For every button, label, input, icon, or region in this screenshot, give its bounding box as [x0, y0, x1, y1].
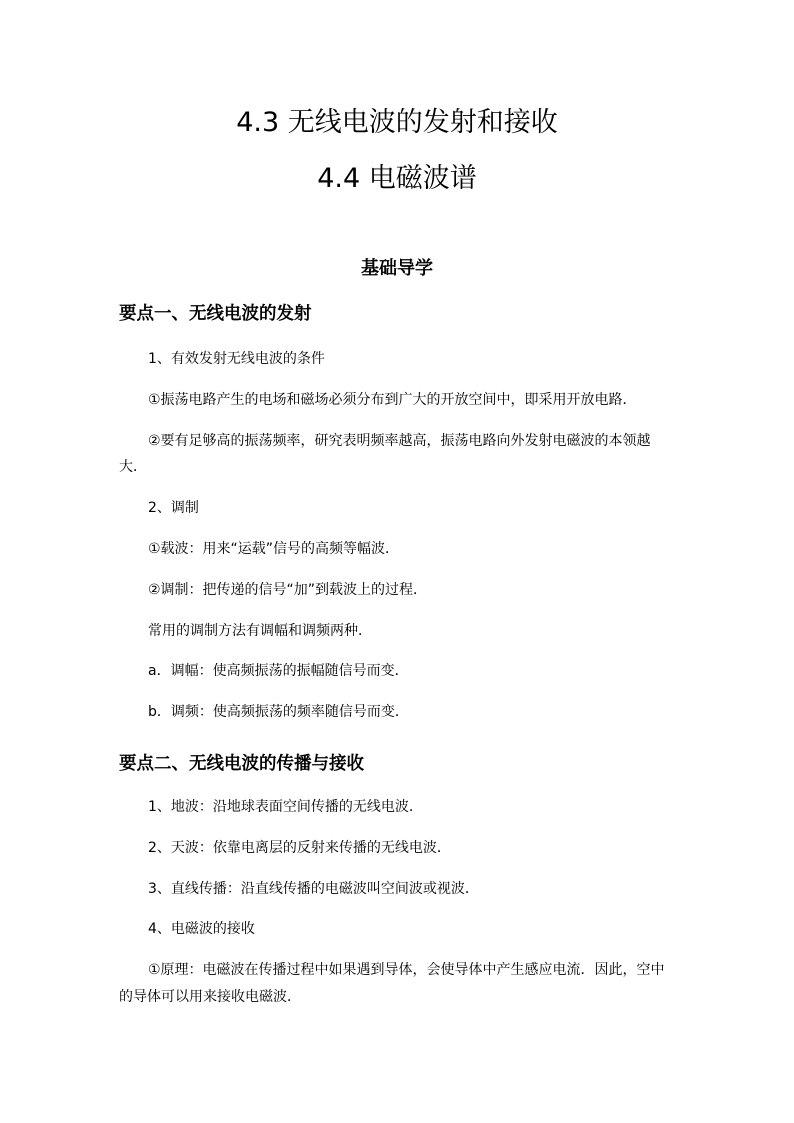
paragraph-continuation: 的导体可以用来接收电磁波．: [119, 989, 301, 1005]
paragraph: ①振荡电路产生的电场和磁场必须分布到广大的开放空间中，即采用开放电路．: [148, 392, 637, 408]
paragraph: 1、地波：沿地球表面空间传播的无线电波．: [148, 799, 423, 815]
paragraph: ①载波：用来“运载”信号的高频等幅波．: [148, 541, 400, 557]
paragraph: a．调幅：使高频振荡的振幅随信号而变．: [148, 663, 409, 679]
paragraph: ②调制：把传递的信号“加”到载波上的过程．: [148, 582, 428, 598]
paragraph: 3、直线传播：沿直线传播的电磁波叫空间波或视波．: [148, 881, 479, 897]
guide-heading: 基础导学: [361, 258, 433, 279]
paragraph: 4、电磁波的接收: [148, 921, 255, 937]
paragraph: 1、有效发射无线电波的条件: [148, 351, 325, 367]
paragraph: 2、调制: [148, 500, 199, 516]
paragraph: 2、天波：依靠电离层的反射来传播的无线电波．: [148, 840, 451, 856]
section-heading-2: 要点二、无线电波的传播与接收: [119, 754, 364, 774]
paragraph: ①原理：电磁波在传播过程中如果遇到导体，会使导体中产生感应电流．因此，空中: [148, 962, 665, 978]
paragraph: 常用的调制方法有调幅和调频两种．: [148, 623, 372, 639]
page-title: 4.3 无线电波的发射和接收: [236, 107, 558, 138]
section-heading-1: 要点一、无线电波的发射: [119, 304, 312, 324]
page-subtitle: 4.4 电磁波谱: [317, 163, 477, 194]
paragraph: ②要有足够高的振荡频率，研究表明频率越高，振荡电路向外发射电磁波的本领越: [148, 433, 651, 449]
paragraph: b．调频：使高频振荡的频率随信号而变．: [148, 704, 409, 720]
paragraph-continuation: 大．: [119, 459, 147, 475]
